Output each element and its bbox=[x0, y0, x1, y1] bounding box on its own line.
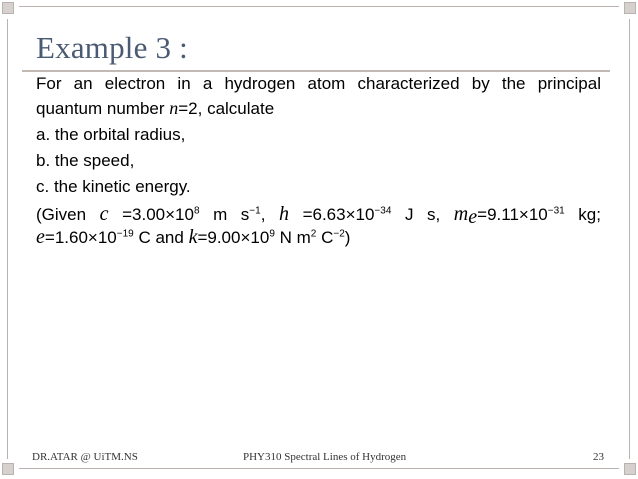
frame-right-line bbox=[629, 19, 630, 459]
item-c: c. the kinetic energy. bbox=[36, 177, 191, 196]
variable-n: n bbox=[169, 98, 179, 118]
frame-left-line bbox=[7, 19, 8, 459]
unit-k: N $m^2$ $C^{-2}$) bbox=[279, 228, 351, 247]
symbol-k: k bbox=[188, 226, 198, 248]
footer-course-title: PHY310 Spectral Lines of Hydrogen bbox=[243, 451, 407, 463]
intro-text-end: =2, calculate bbox=[178, 99, 275, 118]
given-line-1 bbox=[36, 203, 601, 226]
value-c: $=3.00\times 10^8$ bbox=[122, 205, 200, 224]
value-k: $=9.00\times 10^9$ bbox=[197, 228, 275, 247]
item-b: b. the speed, bbox=[36, 151, 135, 170]
unit-me: kg; bbox=[578, 205, 601, 224]
frame-top-line bbox=[19, 6, 619, 7]
frame-bottom-line bbox=[19, 468, 619, 469]
slide-title: Example 3 : bbox=[36, 30, 188, 65]
corner-square-top-left bbox=[2, 2, 14, 14]
unit-c: m $s^{-1}$, bbox=[213, 205, 266, 224]
intro-line-2 bbox=[36, 96, 601, 121]
value-h: $=6.63\times 10^{-34}$ bbox=[302, 205, 392, 224]
unit-h: J s, bbox=[404, 205, 441, 224]
intro-text: quantum number bbox=[36, 99, 170, 118]
corner-square-bottom-right bbox=[624, 463, 636, 475]
item-a: a. the orbital radius, bbox=[36, 125, 186, 144]
value-e: $=1.60\times 10^{-19}$ bbox=[44, 228, 134, 247]
slide-body bbox=[36, 72, 601, 249]
given-open: (Given bbox=[36, 205, 87, 224]
symbol-c: c bbox=[99, 203, 109, 225]
symbol-h: h bbox=[279, 203, 289, 225]
symbol-e: e bbox=[36, 226, 45, 248]
corner-square-top-right bbox=[624, 2, 636, 14]
given-line-2 bbox=[36, 226, 601, 249]
symbol-me: $m_e=9.11\times 10^{-31}$ bbox=[453, 203, 565, 228]
given-values bbox=[36, 203, 601, 249]
intro-line-1: For an electron in a hydrogen atom characterized by the principal bbox=[36, 74, 601, 93]
footer-author: DR.ATAR @ UiTM.NS bbox=[32, 451, 138, 463]
footer-page-number: 23 bbox=[593, 451, 604, 463]
corner-square-bottom-left bbox=[2, 463, 14, 475]
unit-e: C and bbox=[138, 228, 184, 247]
